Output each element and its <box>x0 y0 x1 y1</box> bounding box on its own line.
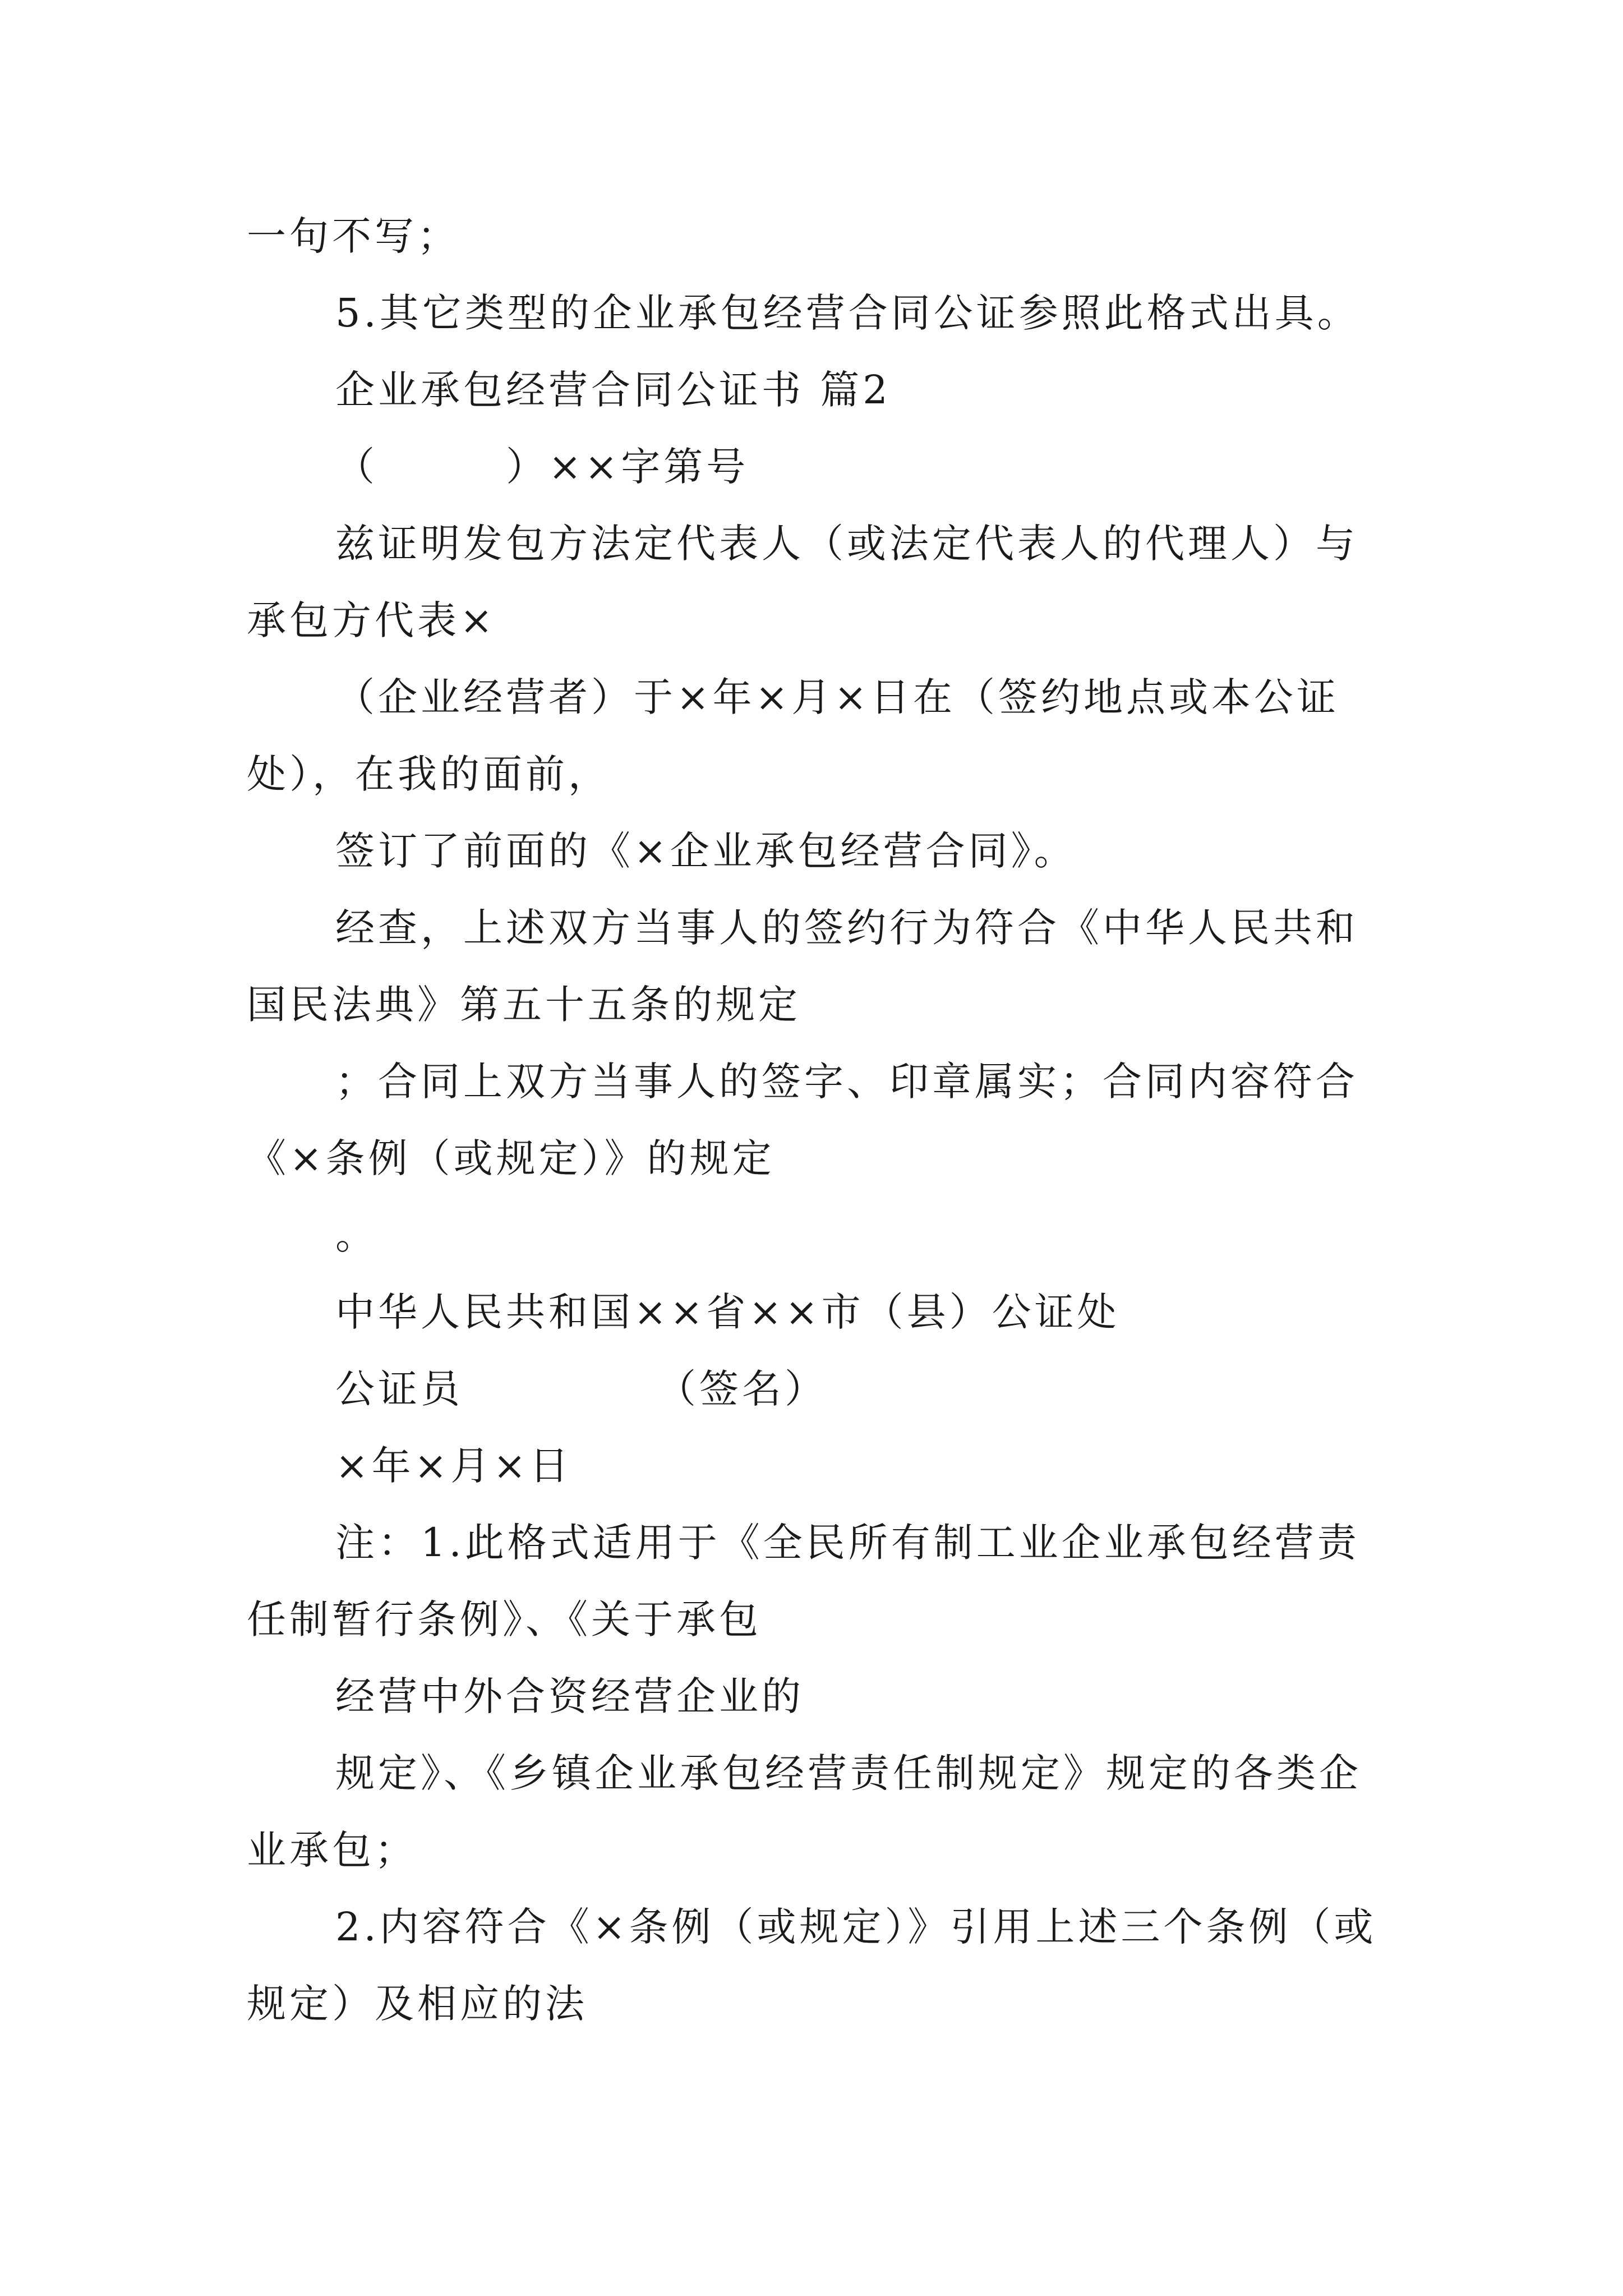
text-line: 签订了前面的《×企业承包经营合同》。 <box>335 828 1077 874</box>
text-line: 兹证明发包方法定代表人（或法定代表人的代理人）与 <box>335 521 1358 567</box>
document-number: （ ）××字第号 <box>335 444 749 490</box>
signature-line: 公证员 （签名） <box>335 1366 827 1412</box>
note-line: 注：1.此格式适用于《全民所有制工业企业承包经营责 <box>335 1520 1360 1566</box>
text-line: （企业经营者）于×年×月×日在（签约地点或本公证 <box>335 674 1339 720</box>
note-line: 2.内容符合《×条例（或规定）》引用上述三个条例（或 <box>335 1904 1377 1950</box>
text-line: 国民法典》第五十五条的规定 <box>247 982 801 1028</box>
text-line: 一句不写； <box>247 213 460 259</box>
date-line: ×年×月×日 <box>335 1443 572 1489</box>
text-line: 处），在我的面前， <box>247 751 611 797</box>
issuer-line: 中华人民共和国××省××市（县）公证处 <box>335 1289 1120 1335</box>
note-line: 业承包； <box>247 1827 417 1873</box>
note-line: 规定）及相应的法 <box>247 1981 588 2027</box>
text-line: 。 <box>335 1212 378 1258</box>
note-line: 任制暂行条例》、《关于承包 <box>247 1596 762 1642</box>
text-line: 承包方代表× <box>247 597 496 643</box>
text-line: ；合同上双方当事人的签字、印章属实；合同内容符合 <box>335 1059 1358 1105</box>
text-line: 《×条例（或规定）》的规定 <box>247 1135 775 1181</box>
text-line: 经查，上述双方当事人的签约行为符合《中华人民共和 <box>335 905 1358 951</box>
note-line: 经营中外合资经营企业的 <box>335 1673 804 1719</box>
note-line: 规定》、《乡镇企业承包经营责任制规定》规定的各类企 <box>335 1750 1362 1796</box>
document-subtitle: 企业承包经营合同公证书 篇2 <box>335 367 891 413</box>
text-line: 5.其它类型的企业承包经营合同公证参照此格式出具。 <box>335 290 1360 336</box>
